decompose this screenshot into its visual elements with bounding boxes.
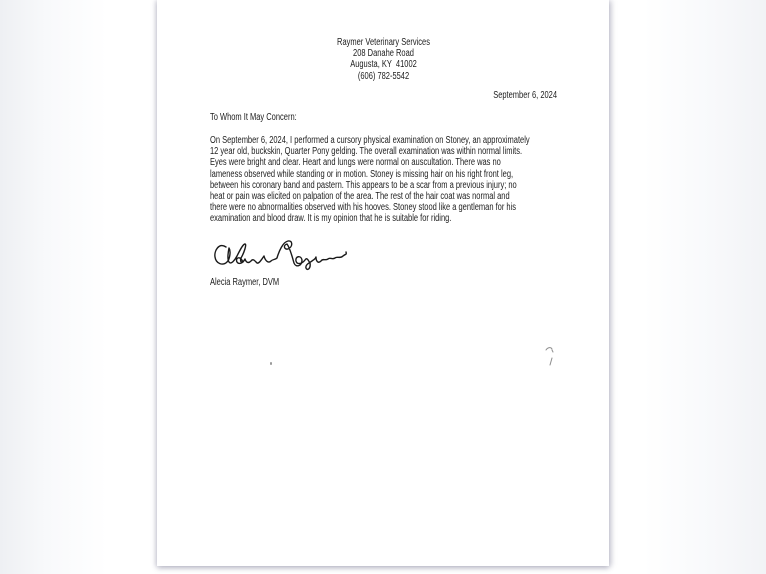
org-phone: (606) 782-5542	[357, 70, 410, 82]
org-address-street: 208 Danahe Road	[353, 48, 414, 60]
letter-page	[157, 0, 609, 566]
signer-name-block	[210, 277, 557, 288]
signer-name: Alecia Raymer, DVM	[210, 277, 280, 288]
body-line: examination and blood draw. It is my opinion that he is suitable for riding.	[210, 213, 452, 225]
salutation: To Whom It May Concern:	[210, 112, 297, 123]
letter-date-block	[210, 90, 557, 101]
scan-artifact-dot	[270, 362, 272, 365]
body-line: 12 year old, buckskin, Quarter Pony gelding. The overall examination was within normal limits.	[210, 146, 523, 158]
body-line: between his coronary band and pastern. This appears to be a scar from a previous injury; no	[210, 179, 517, 191]
body-line: On September 6, 2024, I performed a cursory physical examination on Stoney, an approximately	[210, 135, 530, 146]
body-line: lameness observed while standing or in motion. Stoney is missing hair on his right front leg,	[210, 168, 514, 180]
org-name: Raymer Veterinary Services	[337, 37, 430, 48]
org-address-city: Augusta, KY 41002	[350, 59, 417, 71]
letter-date: September 6, 2024	[493, 90, 557, 101]
body-line: heat or pain was elicited on palpation of the area. The rest of the hair coat was normal and	[210, 191, 510, 203]
letter-content	[210, 0, 557, 566]
letterhead	[210, 37, 557, 82]
salutation-block	[210, 112, 557, 123]
scan-artifact-mark	[544, 345, 556, 367]
body-line: there were no abnormalities observed with his hooves. Stoney stood like a gentleman for his	[210, 202, 517, 214]
signature-handwriting	[213, 238, 348, 272]
letter-body	[210, 135, 557, 225]
body-line: Eyes were bright and clear. Heart and lungs were normal on auscultation. There was no	[210, 157, 501, 169]
signature-ink-icon	[213, 238, 348, 272]
scan-artifact-icon	[544, 345, 556, 367]
